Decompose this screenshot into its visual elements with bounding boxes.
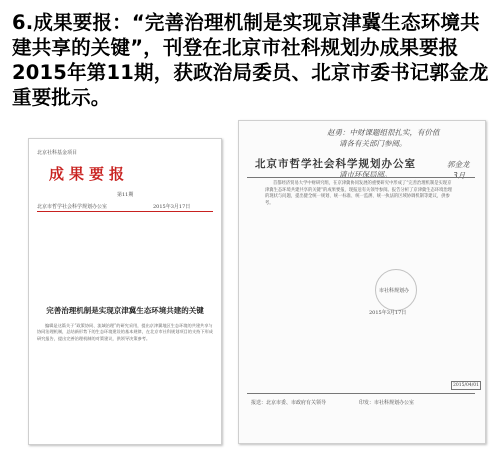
newsletter-divider [37,211,213,212]
newsletter-publisher: 北京市哲学社会科学规划办公室 [37,204,108,210]
handwritten-signature: 郭金龙 [447,160,470,169]
title-line-3: 2015年第11期，获政治局委员、北京市委书记郭金龙 [12,61,489,84]
newsletter-date: 2015年3月17日 [153,204,191,210]
received-stamp: 2015/04/01 [453,383,479,388]
newsletter-body: 编辑是这篇关于“政策协同、流域治理”的研究采用，提出京津冀地区生态环境的共建共享与协同治理机制，总结新形势下的生态环境建设的基本规律，在北京市社科规划项目的支持下形成研究报告，提出完善治理机制的对策建议，供领导决策参考。 [37,323,213,341]
newsletter-section-title: 完善治理机制是实现京津冀生态环境共建的关键 [46,306,204,315]
title-line-2: 建共享的关键”，刊登在北京市社科规划办成果要报 [12,36,459,59]
memo-body: 首都经济贸易大学中财研究组，在京津冀协同发展的重要研究中形成了“完善治理机制是实现京津冀生态环境共建共享的关键”的成果要报，现报送有关领导参阅。报告分析了京津冀生态环境治理的现状与问题，提出健全统一规划、统一标准、统一监测、统一执法的区域协调机制等建议，供参考。 [265,181,452,206]
memo-office-title: 北京市哲学社会科学规划办公室 [255,158,416,170]
handwritten-instruction-3: 请市环保局阅。 [339,170,392,179]
seal-text: 市社科规划办 [379,288,410,294]
slide-title [12,10,494,110]
memo-divider [247,177,475,178]
handwritten-instruction-1: 赵勇：中财课题组很扎实，有价值 [327,128,440,137]
title-line-1: 6.成果要报：“完善治理机制是实现京津冀生态环境共 [12,11,480,34]
newsletter-header: 北京社科基金项目 [37,150,78,156]
memo-date: 2015年3月17日 [369,310,407,316]
memo-footer-divider [247,393,475,394]
newsletter-masthead: 成果要报 [49,165,130,183]
handwritten-instruction-2: 请各有关部门参阅。 [339,139,407,148]
memo-scan [238,120,486,444]
newsletter-scan [28,138,222,445]
memo-footer-right: 印发：市社科规划办公室 [359,400,415,406]
memo-footer-left: 报送：北京市委、市政府有关领导 [251,400,327,406]
title-line-4: 重要批示。 [12,86,111,109]
handwritten-date: 3月 [453,171,466,180]
issue-number: 第11期 [117,192,134,198]
